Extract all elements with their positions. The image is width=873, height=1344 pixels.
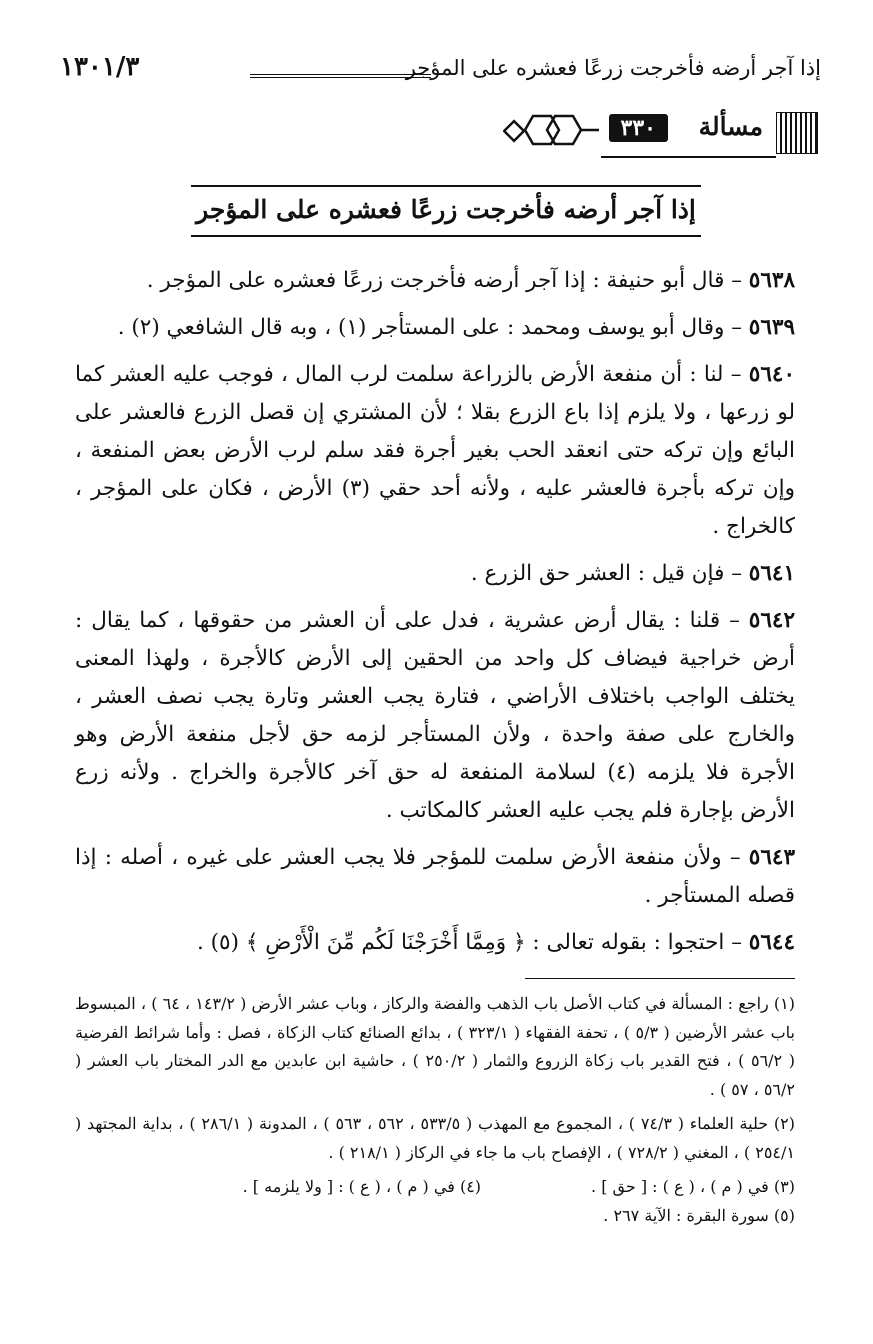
title-bottom-rule xyxy=(191,235,701,237)
paragraph-text: – فإن قيل : العشر حق الزرع . xyxy=(470,561,749,586)
footnotes xyxy=(75,990,795,1236)
paragraph-number: ٥٦٤٠ xyxy=(748,362,795,387)
paragraph-text: – احتجوا : بقوله تعالى : ﴿ وَمِمَّا أَخْرَجْنَا لَكُم مِّنَ الْأَرْضِ ﴾ (٥) . xyxy=(196,930,749,955)
paragraph xyxy=(75,356,795,546)
issue-number: ٣٣٠ xyxy=(609,114,668,142)
paragraph-number: ٥٦٣٨ xyxy=(748,268,795,293)
title-block xyxy=(191,185,701,237)
paragraph xyxy=(75,924,795,962)
paragraph-text: – وقال أبو يوسف ومحمد : على المستأجر (١) ، وبه قال الشافعي (٢) . xyxy=(117,315,749,340)
issue-banner xyxy=(503,108,818,164)
issue-label: مسألة xyxy=(698,112,763,141)
page-reference: ١٣٠١/٣ xyxy=(60,52,140,82)
paragraph-text: – ولأن منفعة الأرض سلمت للمؤجر فلا يجب العشر على غيره ، أصله : إذا قصله المستأجر . xyxy=(75,845,795,908)
paragraph-number: ٥٦٤٤ xyxy=(748,930,795,955)
paragraph xyxy=(75,839,795,915)
footnote: (٣) في ( م ) ، ( ع ) : [ حق ] . xyxy=(591,1177,795,1196)
main-text xyxy=(75,262,795,971)
paragraph-text: – لنا : أن منفعة الأرض بالزراعة سلمت لرب المال ، فوجب عليه العشر كما لو زرعها ، ولا يلزم إذا باع الزرع بقلا ؛ لأن المشتري إن قصل الزرع فالعشر على البائع وإن تركه حتى انعقد الحب بغير أجرة فقد سلم لرب الأرض بعض المنفعة ، وإن تركه بأجرة فالعشر عليه ، ولأنه أحد حقي (٣) الأرض ، فكان على المؤجر ، كالخراج . xyxy=(75,362,795,539)
footnote-separator xyxy=(525,978,795,979)
paragraph-number: ٥٦٤٢ xyxy=(748,608,795,633)
footnote-row xyxy=(75,1173,795,1202)
paragraph xyxy=(75,309,795,347)
footnote: (١) راجع : المسألة في كتاب الأصل باب الذهب والفضة والركاز ، وباب عشر الأرض ( ١٤٣/٢ ، ٦٤ ) ، المبسوط باب عشر الأرضين ( ٥/٣ ) ، تحفة الفقهاء ( ٣٢٣/١ ) ، بدائع الصنائع كتاب الزكاة ، فصل : وأما شرائط الفرضية ( ٥٦/٢ ) ، فتح القدير باب زكاة الزروع والثمار ( ٢٥٠/٢ ) ، حاشية ابن عابدين مع الدر المختار باب العشر ( ٥٦/٢ ، ٥٧ ) . xyxy=(75,994,796,1099)
vertical-bars-ornament-icon xyxy=(776,112,818,154)
paragraph-number: ٥٦٤٣ xyxy=(748,845,795,870)
banner-underline xyxy=(601,156,776,158)
footnote: (٤) في ( م ) ، ( ع ) : [ ولا يلزمه ] . xyxy=(242,1177,482,1196)
page-title: إذا آجر أرضه فأخرجت زرعًا فعشره على المؤجر xyxy=(196,195,696,224)
paragraph-text: – قلنا : يقال أرض عشرية ، فدل على أن العشر من حقوقها ، كما يقال : أرض خراجية فيضاف كل واحد من الحقين إلى الأرض كالأجرة ، ولهذا المعنى يختلف الواجب باختلاف الأراضي ، فتارة يجب العشر وتارة يجب نصف العشر ، والخارج على صفة واحدة ، ولأن المستأجر لزمه حق لأجل منفعة الأرض وهو الأجرة فلا يلزمه (٤) لسلامة المنفعة له حق آخر كالأجرة والخراج . ولأنه زرع الأرض بإجارة فلم يجب عليه العشر كالمكاتب . xyxy=(75,608,795,823)
paragraph xyxy=(75,602,795,830)
paragraph-text: – قال أبو حنيفة : إذا آجر أرضه فأخرجت زرعًا فعشره على المؤجر . xyxy=(146,268,749,293)
running-header xyxy=(60,52,821,92)
footnote: (٢) حلية العلماء ( ٧٤/٣ ) ، المجموع مع المهذب ( ٥٣٣/٥ ، ٥٦٢ ، ٥٦٣ ) ، المدونة ( ٢٨٦/١ ) ، بداية المجتهد ( ٢٥٤/١ ) ، المغني ( ٧٢٨/٢ ) ، الإفصاح باب ما جاء في الركاز ( ٢١٨/١ ) . xyxy=(75,1114,796,1162)
title-top-rule xyxy=(191,185,701,187)
paragraph-number: ٥٦٣٩ xyxy=(748,315,795,340)
paragraph-number: ٥٦٤١ xyxy=(748,561,795,586)
geometric-ornament-icon xyxy=(503,108,599,164)
running-title: إذا آجر أرضه فأخرجت زرعًا فعشره على المؤجر xyxy=(405,56,821,80)
paragraph xyxy=(75,262,795,300)
header-double-rule xyxy=(250,74,431,78)
paragraph xyxy=(75,555,795,593)
footnote: (٥) سورة البقرة : الآية ٢٦٧ . xyxy=(603,1205,795,1225)
